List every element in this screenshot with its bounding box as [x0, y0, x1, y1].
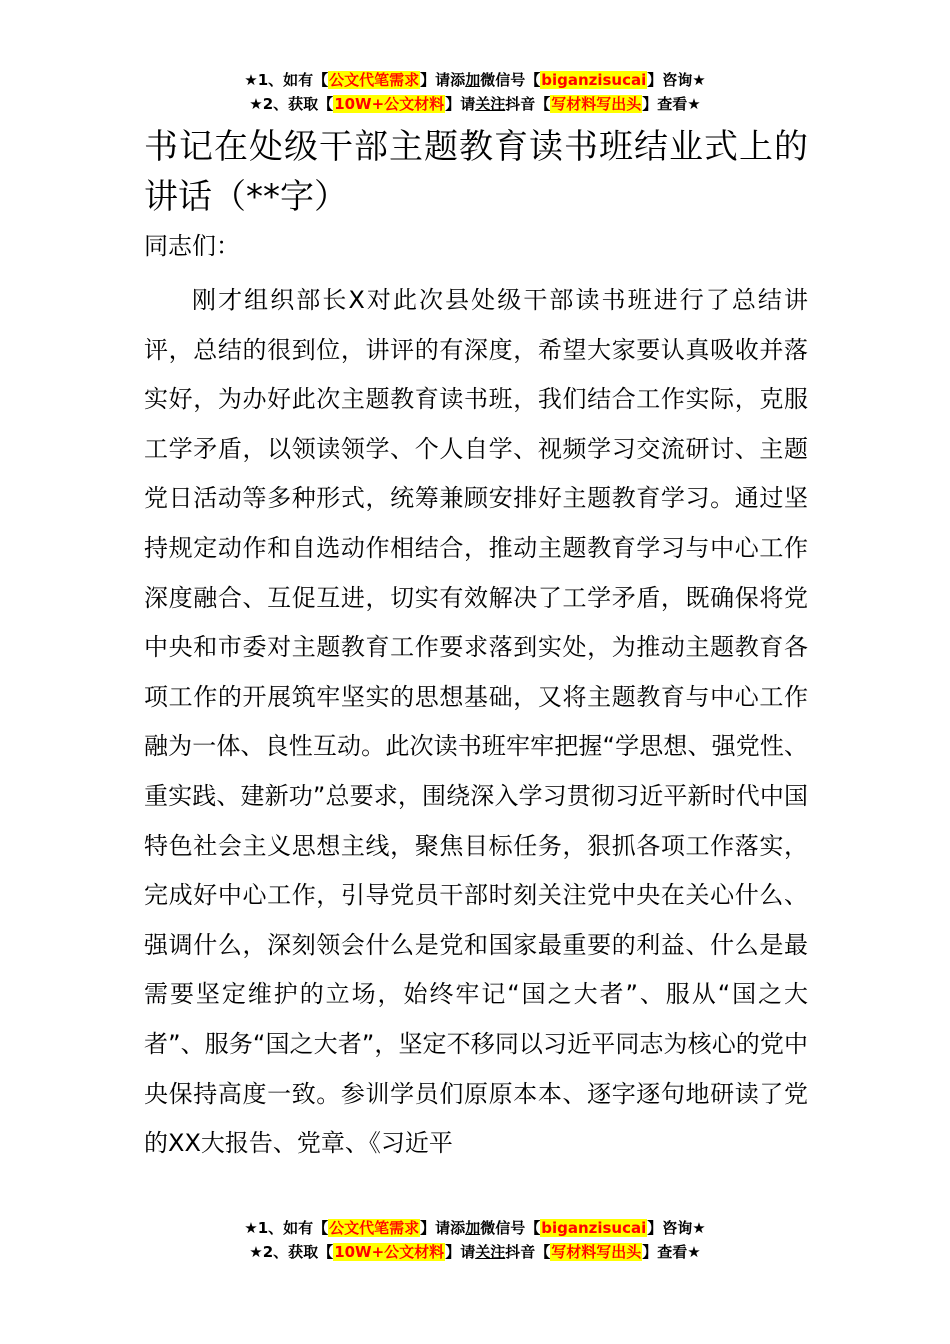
promo-text: 抖音【	[505, 1243, 551, 1261]
promo-douyin-account: 写材料写出头	[551, 1243, 642, 1261]
promo-wechat-id: biganzisucai	[541, 1219, 647, 1237]
document-greeting: 同志们：	[144, 232, 240, 260]
promo-text: ★1、如有【	[244, 1219, 329, 1237]
promo-text: 】请	[445, 95, 476, 113]
header-promo-line-1	[0, 68, 950, 92]
promo-underlined-text: 关注	[475, 1243, 506, 1261]
promo-douyin-account: 写材料写出头	[551, 95, 642, 113]
promo-text: 】咨询★	[647, 1219, 706, 1237]
promo-text: 】请添	[420, 71, 466, 89]
header-promo	[0, 68, 950, 116]
promo-text: 】请添	[420, 1219, 466, 1237]
footer-promo-line-1	[0, 1216, 950, 1240]
promo-text: 】查看★	[642, 95, 701, 113]
promo-underlined-text: 加	[465, 71, 481, 89]
promo-highlight: 10W+公文材料	[334, 95, 445, 113]
promo-underlined-text: 加	[465, 1219, 481, 1237]
promo-highlight: 10W+公文材料	[334, 1243, 445, 1261]
promo-text: 抖音【	[505, 95, 551, 113]
promo-highlight: 公文代笔需求	[329, 1219, 420, 1237]
promo-text: 微信号【	[480, 1219, 541, 1237]
header-promo-line-2	[0, 92, 950, 116]
footer-promo	[0, 1216, 950, 1264]
promo-text: ★2、获取【	[249, 95, 334, 113]
promo-text: ★1、如有【	[244, 71, 329, 89]
footer-promo-line-2	[0, 1240, 950, 1264]
document-paragraph: 刚才组织部长X对此次县处级干部读书班进行了总结讲评，总结的很到位，讲评的有深度，希望大家要认真吸收并落实好，为办好此次主题教育读书班，我们结合工作实际，克服工学矛盾，以领读领学、个人自学、视频学习交流研讨、主题党日活动等多种形式，统筹兼顾安排好主题教育学习。通过坚持规定动作和自选动作相结合，推动主题教育学习与中心工作深度融合、互促互进，切实有效解决了工学矛盾，既确保将党中央和市委对主题教育工作要求落到实处，为推动主题教育各项工作的开展筑牢坚实的思想基础，又将主题教育与中心工作融为一体、良性互动。此次读书班牢牢把握“学思想、强党性、重实践、建新功”总要求，围绕深入学习贯彻习近平新时代中国特色社会主义思想主线，聚焦目标任务，狠抓各项工作落实，完成好中心工作，引导党员干部时刻关注党中央在关心什么、强调什么，深刻领会什么是党和国家最重要的利益、什么是最需要坚定维护的立场，始终牢记“国之大者”、服从“国之大者”、服务“国之大者”，坚定不移同以习近平同志为核心的党中央保持高度一致。参训学员们原原本本、逐字逐句地研读了党的XX大报告、党章、《习近平	[144, 286, 808, 1158]
promo-highlight: 公文代笔需求	[329, 71, 420, 89]
document-content	[144, 122, 808, 1216]
promo-text: 微信号【	[480, 71, 541, 89]
promo-text: 】咨询★	[647, 71, 706, 89]
promo-underlined-text: 关注	[475, 95, 506, 113]
promo-text: ★2、获取【	[249, 1243, 334, 1261]
promo-text: 】查看★	[642, 1243, 701, 1261]
promo-text: 】请	[445, 1243, 476, 1261]
document-title: 书记在处级干部主题教育读书班结业式上的讲话（**字）	[144, 127, 808, 217]
promo-wechat-id: biganzisucai	[541, 71, 647, 89]
